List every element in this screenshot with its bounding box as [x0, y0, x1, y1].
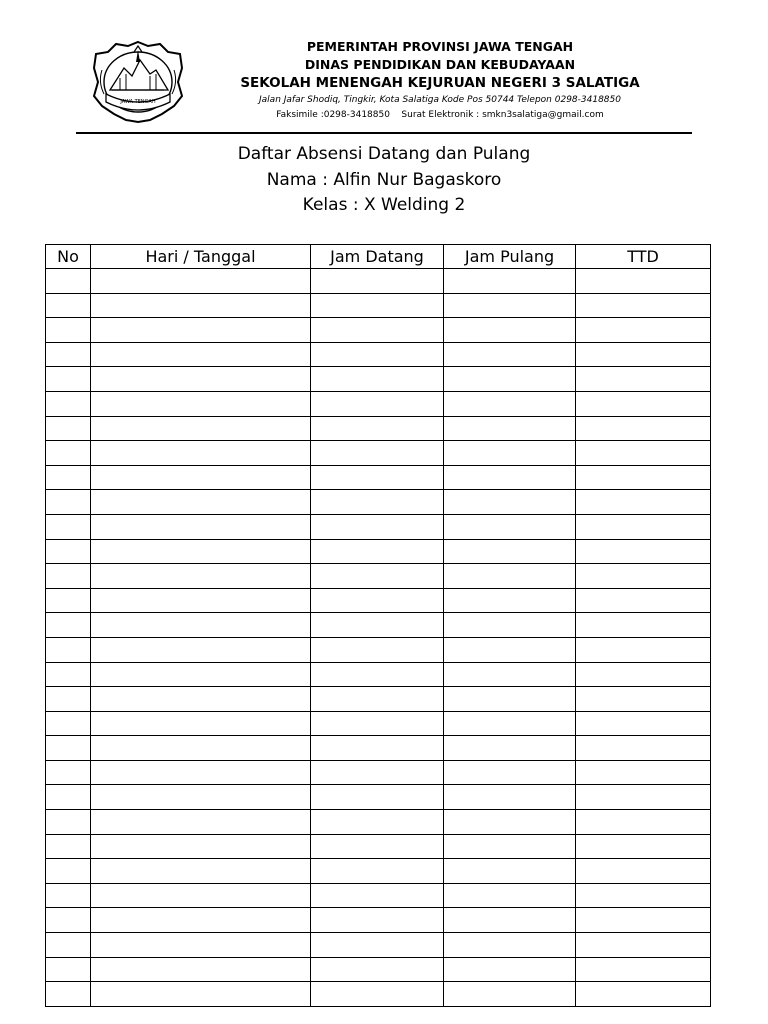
cell-signature [576, 736, 711, 761]
cell-no [46, 539, 91, 564]
cell-date [91, 883, 311, 908]
jawa-tengah-emblem-logo [90, 40, 186, 124]
cell-departure [444, 810, 576, 835]
cell-no [46, 859, 91, 884]
column-header-arrival: Jam Datang [311, 245, 444, 269]
table-row [46, 662, 711, 687]
cell-arrival [311, 318, 444, 343]
cell-date [91, 613, 311, 638]
cell-departure [444, 441, 576, 466]
cell-no [46, 736, 91, 761]
cell-no [46, 613, 91, 638]
cell-signature [576, 342, 711, 367]
cell-no [46, 982, 91, 1007]
cell-arrival [311, 662, 444, 687]
cell-signature [576, 982, 711, 1007]
cell-no [46, 293, 91, 318]
cell-arrival [311, 785, 444, 810]
table-row [46, 760, 711, 785]
cell-date [91, 637, 311, 662]
table-row [46, 785, 711, 810]
cell-departure [444, 908, 576, 933]
cell-departure [444, 293, 576, 318]
letterhead-school-name: SEKOLAH MENENGAH KEJURUAN NEGERI 3 SALATIGA [240, 75, 640, 91]
cell-arrival [311, 933, 444, 958]
cell-arrival [311, 293, 444, 318]
cell-departure [444, 859, 576, 884]
cell-date [91, 908, 311, 933]
table-body [46, 269, 711, 1007]
cell-signature [576, 269, 711, 294]
cell-signature [576, 760, 711, 785]
letterhead-department: DINAS PENDIDIKAN DAN KEBUDAYAAN [304, 57, 576, 72]
cell-signature [576, 859, 711, 884]
table-row [46, 859, 711, 884]
cell-date [91, 391, 311, 416]
table-row [46, 490, 711, 515]
cell-departure [444, 539, 576, 564]
document-titles [0, 142, 768, 219]
letterhead-address: Jalan Jafar Shodiq, Tingkir, Kota Salatiga Kode Pos 50744 Telepon 0298-3418850 [259, 95, 621, 105]
table-row [46, 514, 711, 539]
cell-departure [444, 662, 576, 687]
cell-signature [576, 834, 711, 859]
cell-arrival [311, 637, 444, 662]
table-row [46, 933, 711, 958]
cell-no [46, 318, 91, 343]
cell-departure [444, 933, 576, 958]
cell-date [91, 269, 311, 294]
cell-date [91, 342, 311, 367]
table-row [46, 736, 711, 761]
cell-no [46, 883, 91, 908]
cell-date [91, 490, 311, 515]
cell-signature [576, 711, 711, 736]
cell-no [46, 490, 91, 515]
student-class: Kelas : X Welding 2 [302, 195, 466, 215]
cell-no [46, 711, 91, 736]
cell-no [46, 760, 91, 785]
column-header-departure: Jam Pulang [444, 245, 576, 269]
cell-signature [576, 514, 711, 539]
cell-no [46, 908, 91, 933]
cell-date [91, 514, 311, 539]
cell-signature [576, 416, 711, 441]
cell-arrival [311, 588, 444, 613]
cell-arrival [311, 564, 444, 589]
letterhead-divider [76, 132, 692, 134]
cell-no [46, 957, 91, 982]
cell-date [91, 441, 311, 466]
cell-date [91, 564, 311, 589]
cell-departure [444, 637, 576, 662]
cell-arrival [311, 465, 444, 490]
cell-no [46, 441, 91, 466]
cell-arrival [311, 539, 444, 564]
table-row [46, 711, 711, 736]
logo-ribbon-text: JAWA TENGAH [120, 99, 156, 105]
cell-arrival [311, 391, 444, 416]
cell-signature [576, 539, 711, 564]
cell-signature [576, 564, 711, 589]
cell-arrival [311, 269, 444, 294]
cell-arrival [311, 687, 444, 712]
cell-date [91, 416, 311, 441]
cell-departure [444, 416, 576, 441]
table-row [46, 637, 711, 662]
cell-departure [444, 613, 576, 638]
table-row [46, 687, 711, 712]
letterhead-contact: Faksimile :0298-3418850 Surat Elektronik : smkn3salatiga@gmail.com [276, 110, 604, 120]
cell-arrival [311, 441, 444, 466]
cell-no [46, 785, 91, 810]
cell-arrival [311, 810, 444, 835]
table-row [46, 441, 711, 466]
table-row [46, 391, 711, 416]
cell-no [46, 514, 91, 539]
cell-arrival [311, 957, 444, 982]
cell-date [91, 662, 311, 687]
cell-arrival [311, 490, 444, 515]
cell-no [46, 391, 91, 416]
cell-signature [576, 810, 711, 835]
cell-date [91, 588, 311, 613]
cell-signature [576, 588, 711, 613]
student-name: Nama : Alfin Nur Bagaskoro [266, 169, 502, 190]
table-row [46, 883, 711, 908]
cell-date [91, 982, 311, 1007]
column-header-date: Hari / Tanggal [91, 245, 311, 269]
cell-date [91, 785, 311, 810]
cell-signature [576, 318, 711, 343]
table-row [46, 982, 711, 1007]
cell-signature [576, 687, 711, 712]
table-header-row [46, 245, 711, 269]
cell-departure [444, 982, 576, 1007]
table-row [46, 588, 711, 613]
cell-arrival [311, 711, 444, 736]
table-row [46, 465, 711, 490]
cell-date [91, 465, 311, 490]
cell-signature [576, 391, 711, 416]
attendance-table [45, 244, 711, 1007]
cell-signature [576, 367, 711, 392]
cell-signature [576, 933, 711, 958]
cell-departure [444, 465, 576, 490]
cell-arrival [311, 883, 444, 908]
cell-signature [576, 637, 711, 662]
cell-departure [444, 785, 576, 810]
cell-signature [576, 957, 711, 982]
cell-date [91, 711, 311, 736]
cell-date [91, 810, 311, 835]
cell-no [46, 342, 91, 367]
cell-arrival [311, 736, 444, 761]
cell-arrival [311, 613, 444, 638]
cell-arrival [311, 367, 444, 392]
cell-no [46, 465, 91, 490]
table-row [46, 269, 711, 294]
letterhead-government: PEMERINTAH PROVINSI JAWA TENGAH [306, 39, 574, 54]
cell-no [46, 564, 91, 589]
cell-arrival [311, 342, 444, 367]
cell-no [46, 367, 91, 392]
column-header-signature: TTD [576, 245, 711, 269]
cell-no [46, 834, 91, 859]
table-row [46, 810, 711, 835]
cell-departure [444, 687, 576, 712]
table-row [46, 318, 711, 343]
cell-no [46, 687, 91, 712]
cell-arrival [311, 760, 444, 785]
cell-date [91, 539, 311, 564]
table-row [46, 416, 711, 441]
cell-no [46, 269, 91, 294]
cell-departure [444, 367, 576, 392]
cell-departure [444, 269, 576, 294]
cell-departure [444, 760, 576, 785]
cell-departure [444, 957, 576, 982]
cell-no [46, 810, 91, 835]
column-header-no: No [46, 245, 91, 269]
cell-date [91, 859, 311, 884]
cell-date [91, 834, 311, 859]
cell-signature [576, 465, 711, 490]
table-row [46, 834, 711, 859]
cell-no [46, 637, 91, 662]
cell-date [91, 293, 311, 318]
cell-arrival [311, 908, 444, 933]
table-row [46, 342, 711, 367]
cell-signature [576, 883, 711, 908]
cell-departure [444, 564, 576, 589]
cell-signature [576, 785, 711, 810]
table-row [46, 613, 711, 638]
cell-date [91, 318, 311, 343]
cell-date [91, 760, 311, 785]
cell-date [91, 736, 311, 761]
cell-departure [444, 391, 576, 416]
table-row [46, 539, 711, 564]
cell-signature [576, 293, 711, 318]
cell-no [46, 662, 91, 687]
cell-arrival [311, 416, 444, 441]
cell-date [91, 687, 311, 712]
cell-departure [444, 342, 576, 367]
cell-signature [576, 613, 711, 638]
cell-arrival [311, 982, 444, 1007]
cell-date [91, 367, 311, 392]
cell-departure [444, 490, 576, 515]
cell-no [46, 933, 91, 958]
cell-departure [444, 318, 576, 343]
cell-departure [444, 711, 576, 736]
cell-no [46, 416, 91, 441]
cell-departure [444, 736, 576, 761]
table-row [46, 957, 711, 982]
cell-arrival [311, 514, 444, 539]
table-row [46, 908, 711, 933]
letterhead [190, 38, 690, 123]
cell-signature [576, 441, 711, 466]
cell-signature [576, 490, 711, 515]
table-row [46, 564, 711, 589]
cell-departure [444, 883, 576, 908]
cell-date [91, 933, 311, 958]
table-row [46, 293, 711, 318]
cell-departure [444, 834, 576, 859]
cell-departure [444, 514, 576, 539]
cell-no [46, 588, 91, 613]
cell-arrival [311, 859, 444, 884]
cell-signature [576, 908, 711, 933]
cell-date [91, 957, 311, 982]
table-row [46, 367, 711, 392]
cell-signature [576, 662, 711, 687]
document-title: Daftar Absensi Datang dan Pulang [237, 144, 531, 164]
cell-arrival [311, 834, 444, 859]
cell-departure [444, 588, 576, 613]
